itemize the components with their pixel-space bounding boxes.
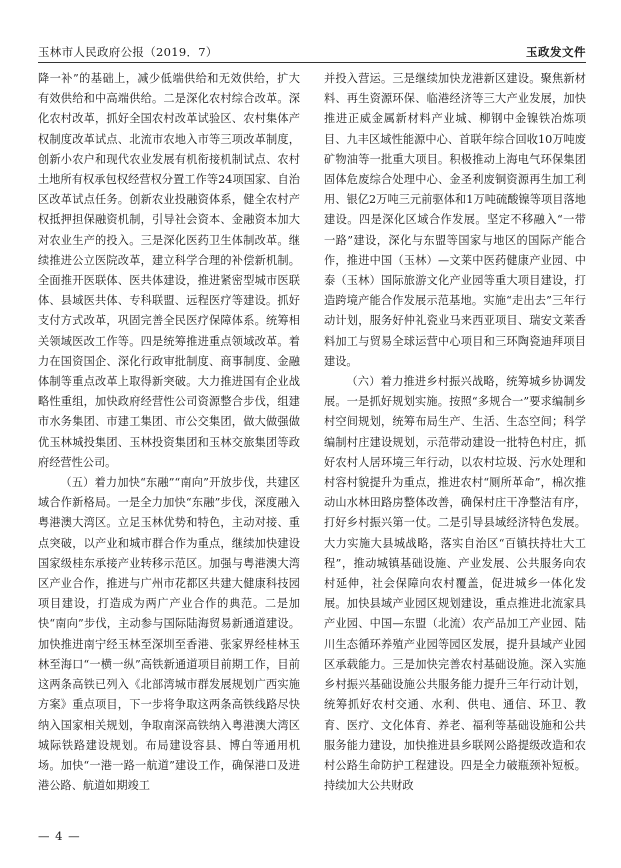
section-title: 玉政发文件 (526, 45, 586, 59)
page-number: — 4 — (38, 829, 81, 843)
page-header (38, 40, 586, 60)
publication-title: 玉林市人民政府公报（2019．7） (38, 45, 218, 59)
left-paragraph-1: 降一补”的基础上，减少低端供给和无效供给，扩大有效供给和中高端供给。二是深化农村综合改革。深化农村改革，抓好全国农村改革试验区、农村集体产权制度改革试点、北流市农地入市等三项改革制度，创新小农户和现代农业发展有机衔接机制试点、农村土地所有权承包权经营权分置工作等24项国家、自治区改革试点任务。创新农业投融资体系，健全农村产权抵押担保融资机制，引导社会资本、金融资本加大对农业生产的投入。三是深化医药卫生体制改革。继续推进公立医院改革，建立科学合理的补偿新机制。全面推开医联体、医共体建设，推进紧密型城市医联体、县域医共体、专科联盟、远程医疗等建设。抓好支付方式改革，巩固完善全民医疗保障体系。统筹相关领域医改工作等。四是统筹推进重点领域改革。着力在国资国企、深化行政审批制度、商事制度、金融体制等重点改革上取得新突破。大力推进国有企业战略性重组，加快政府经营性公司资源整合步伐，组建市水务集团、市建工集团、市公交集团，做大做强做优玉林城投集团、玉林投资集团和玉林交旅集团等政府经营性公司。 (38, 72, 300, 469)
right-paragraph-1: 并投入营运。三是继续加快龙港新区建设。聚焦新材料、再生资源环保、临港经济等三大产业发展，加快推进正威金属新材料产业城、柳钢中金镍铁冶炼项目、九丰区域性能源中心、首联年综合回收10万吨废矿物油等一批重大项目。积极推动上海电气环保集团固体危废综合处理中心、金圣利废铜资源再生加工利用、银亿2万吨三元前驱体和1万吨硫酸镍等项目落地建设。四是深化区域合作发展。坚定不移融入“一带一路”建设，深化与东盟等国家与地区的国际产能合作，推进中国（玉林）—文莱中医药健康产业园、中泰（玉林）国际旅游文化产业园等重大项目建设，打造跨境产能合作发展示范基地。实施“走出去”三年行动计划，服务好仲礼瓷业马来西亚项目、瑞安文莱香料加工与贸易全球运营中心项目和三环陶瓷迪拜项目建设。 (324, 72, 586, 368)
left-paragraph-2: （五）着力加快“东融”“南向”开放步伐，共建区域合作新格局。一是全力加快“东融”步伐，深度融入粤港澳大湾区。立足玉林优势和特色，主动对接、重点突破，以产业和城市群合作为重点，继续加快建设国家级桂东承接产业转移示范区。加强与粤港澳大湾区产业合作，推进与广州市花都区共建大健康科技园项目建设，打造成为两广产业合作的典范。二是加快“南向”步伐，主动参与国际陆海贸易新通道建设。加快推进南宁经玉林至深圳至香港、张家界经桂林玉林至海口“一横一纵”高铁新通道项目前期工作，目前这两条高铁已列入《北部湾城市群发展规划广西实施方案》重点项目，下一步将争取这两条高铁线路尽快纳入国家相关规划，争取南深高铁纳入粤港澳大湾区城际铁路建设规划。布局建设容县、博白等通用机场。加快“一港一路一航道”建设工作，确保港口及进港公路、航道如期竣工 (38, 476, 300, 793)
left-column (38, 69, 300, 796)
header-divider (38, 62, 586, 63)
right-column (324, 69, 586, 796)
right-paragraph-2: （六）着力推进乡村振兴战略，统筹城乡协调发展。一是抓好规划实施。按照“多规合一”要求编制乡村空间规划，统筹布局生产、生活、生态空间；科学编制村庄建设规划，示范带动建设一批特色村庄，抓好农村人居环境三年行动，以农村垃圾、污水处理和村容村貌提升为重点，推进农村“厕所革命”，棉次推动山水林田路房整体改善，确保村庄干净整洁有序，打好乡村振兴第一仗。二是引导县域经济特色发展。大力实施大县城战略，落实自治区“百镇扶持壮大工程”，推动城镇基础设施、产业发展、公共服务向农村延伸，社会保障向农村覆盖，促进城乡一体化发展。加快县域产业园区规划建设，重点推进北流家具产业园、中国—东盟（北流）农产品加工产业园、陆川生态循环养殖产业园等园区发展，提升县域产业园区承载能力。三是加快完善农村基础设施。深入实施乡村振兴基础设施公共服务能力提升三年行动计划，统筹抓好农村交通、水利、供电、通信、环卫、教育、医疗、文化体育、养老、福利等基础设施和公共服务能力建设，加快推进县乡联网公路提级改造和农村公路生命防护工程建设。四是全力破瓶颈补短板。持续加大公共财政 (324, 375, 586, 793)
